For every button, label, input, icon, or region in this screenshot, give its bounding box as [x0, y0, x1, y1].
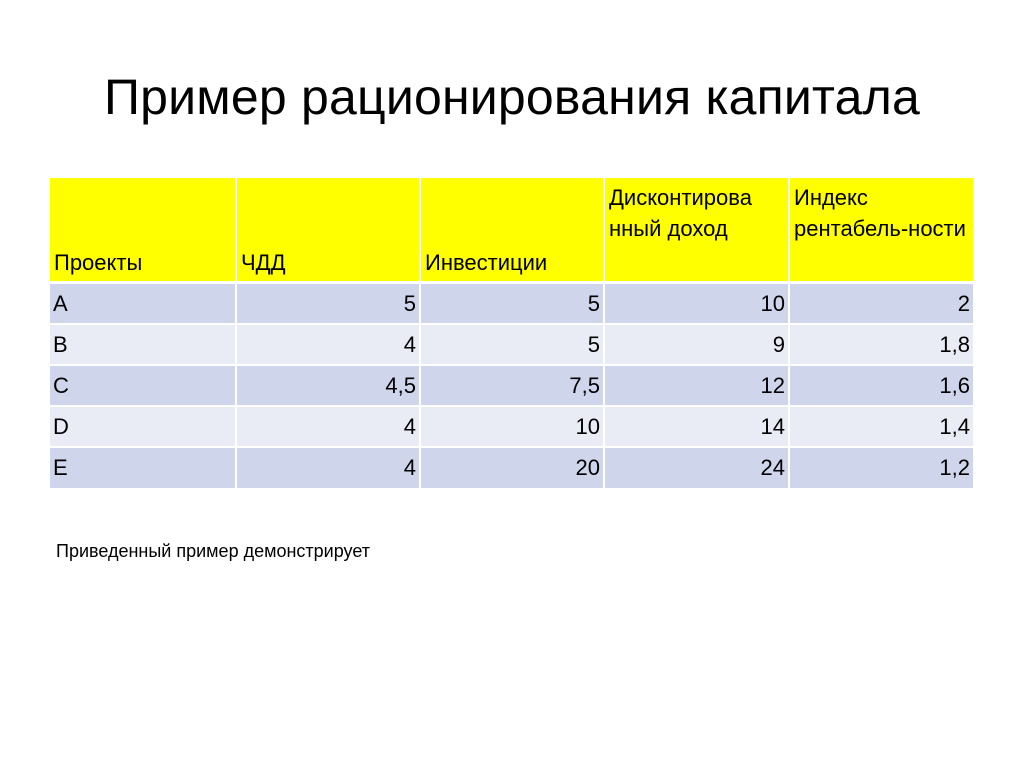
- table-header-row: [50, 178, 973, 282]
- cell-discounted-income: 10: [604, 282, 789, 324]
- cell-profitability-index: 1,8: [789, 324, 973, 365]
- header-profitability-index: Индекс рентабель-ности: [789, 178, 973, 282]
- cell-npv: 4: [236, 324, 420, 365]
- header-projects: Проекты: [50, 178, 236, 282]
- cell-npv: 4,5: [236, 365, 420, 406]
- cell-npv: 4: [236, 406, 420, 447]
- cell-project: E: [50, 447, 236, 488]
- header-npv: ЧДД: [236, 178, 420, 282]
- table-row: [50, 282, 973, 324]
- cell-profitability-index: 1,2: [789, 447, 973, 488]
- cell-discounted-income: 24: [604, 447, 789, 488]
- cell-discounted-income: 9: [604, 324, 789, 365]
- cell-investments: 7,5: [420, 365, 604, 406]
- table-row: [50, 447, 973, 488]
- table-row: [50, 406, 973, 447]
- cell-investments: 5: [420, 282, 604, 324]
- cell-discounted-income: 14: [604, 406, 789, 447]
- table-row: [50, 365, 973, 406]
- cell-discounted-income: 12: [604, 365, 789, 406]
- cell-investments: 20: [420, 447, 604, 488]
- slide-caption: Приведенный пример демонстрирует: [56, 541, 370, 561]
- table-row: [50, 324, 973, 365]
- cell-project: D: [50, 406, 236, 447]
- cell-investments: 5: [420, 324, 604, 365]
- cell-project: A: [50, 282, 236, 324]
- cell-project: B: [50, 324, 236, 365]
- cell-profitability-index: 1,4: [789, 406, 973, 447]
- header-investments: Инвестиции: [420, 178, 604, 282]
- header-discounted-income: Дисконтирова нный доход: [604, 178, 789, 282]
- cell-npv: 5: [236, 282, 420, 324]
- cell-profitability-index: 1,6: [789, 365, 973, 406]
- slide-title: Пример рационирования капитала: [104, 69, 920, 125]
- cell-investments: 10: [420, 406, 604, 447]
- cell-profitability-index: 2: [789, 282, 973, 324]
- capital-rationing-table: [50, 178, 973, 488]
- cell-project: C: [50, 365, 236, 406]
- cell-npv: 4: [236, 447, 420, 488]
